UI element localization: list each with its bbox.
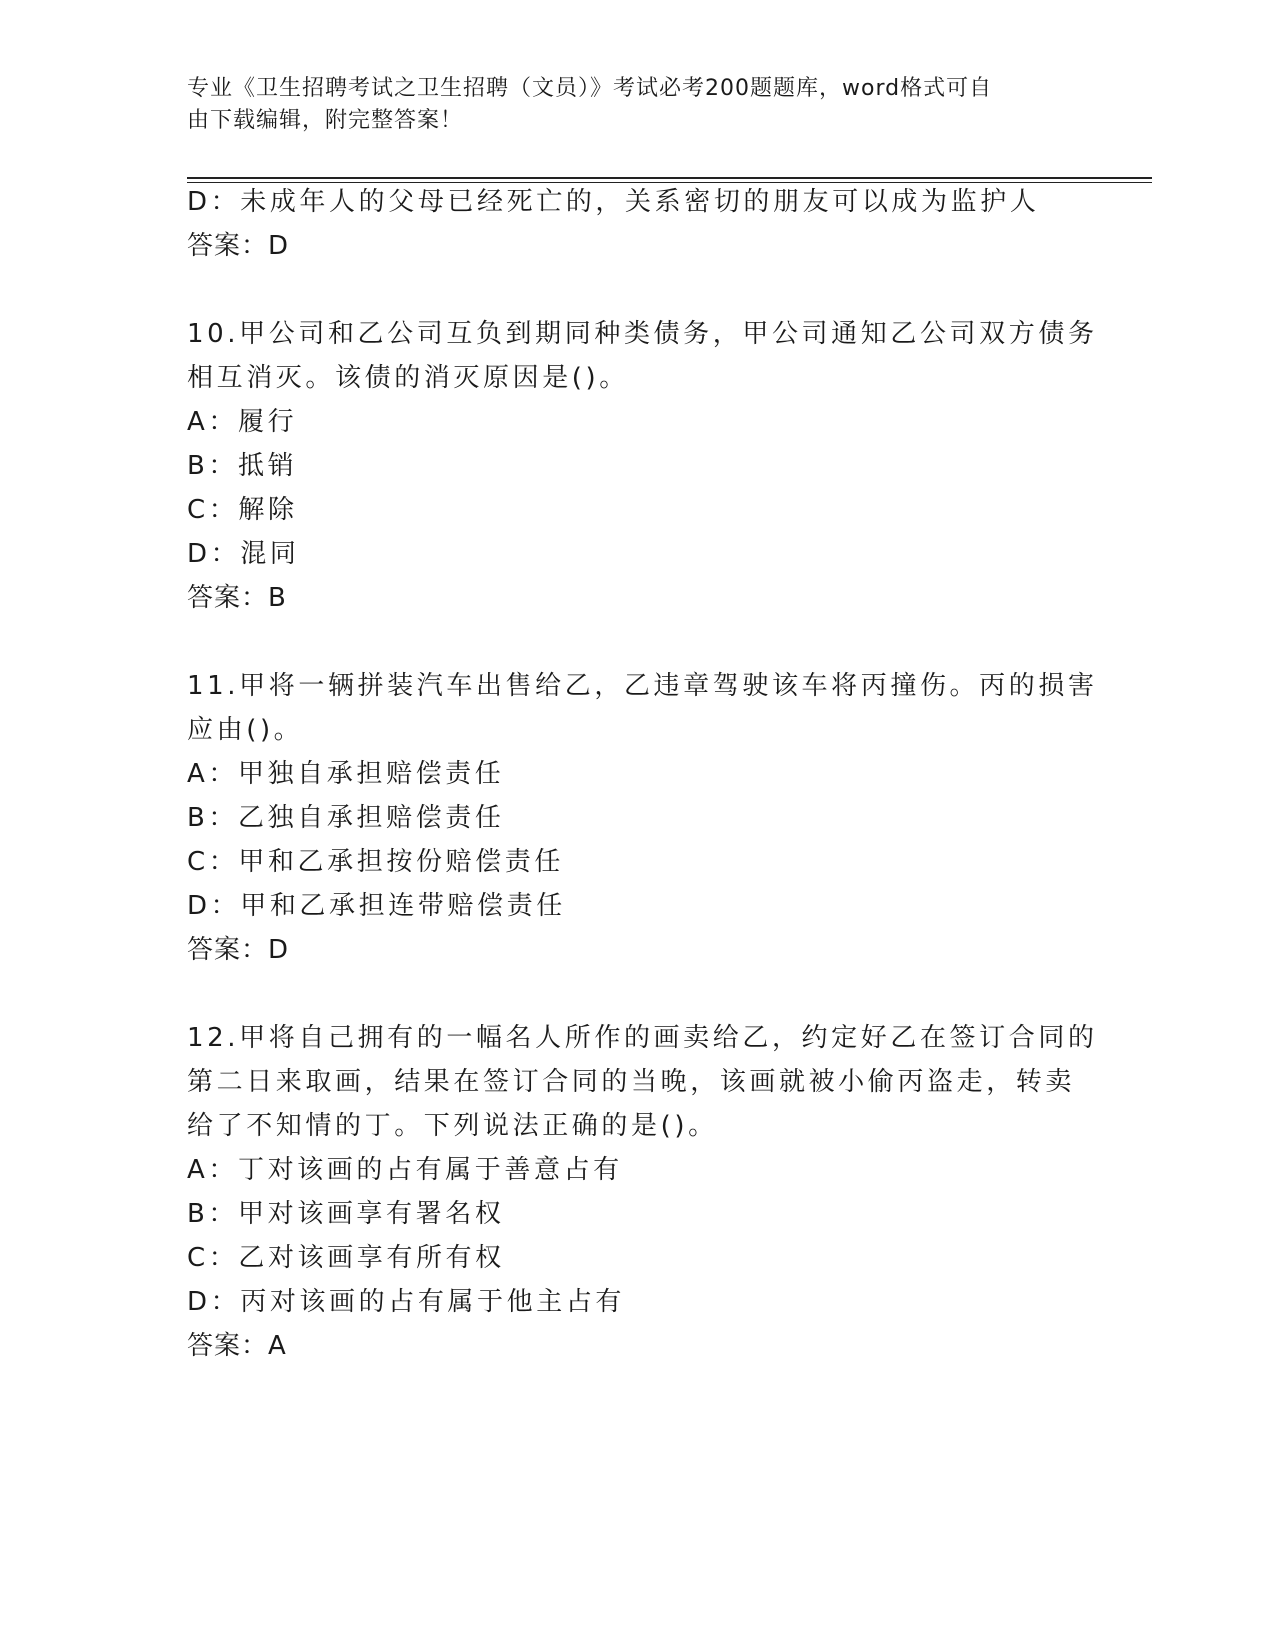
question-11-answer: 答案：D — [187, 935, 290, 965]
answer: 答案：D — [187, 231, 290, 261]
question-11-stem-line-2: 应由()。 — [187, 715, 304, 745]
header-line-2: 由下载编辑，附完整答案！ — [187, 108, 464, 133]
question-10-stem-line-2: 相互消灭。该债的消灭原因是()。 — [187, 363, 629, 393]
question-10-option-b: B：抵销 — [187, 451, 298, 481]
question-11-option-c: C：甲和乙承担按份赔偿责任 — [187, 847, 564, 877]
question-12-option-a: A：丁对该画的占有属于善意占有 — [187, 1155, 623, 1185]
question-10-answer: 答案：B — [187, 583, 287, 613]
question-12-answer: 答案：A — [187, 1331, 287, 1361]
document-header — [187, 73, 1067, 137]
question-10-option-c: C：解除 — [187, 495, 298, 525]
header-line-1: 专业《卫生招聘考试之卫生招聘（文员）》考试必考200题题库，word格式可自 — [187, 76, 993, 101]
question-11-option-a: A：甲独自承担赔偿责任 — [187, 759, 505, 789]
header-rule-thin — [187, 182, 1152, 183]
question-12-option-c: C：乙对该画享有所有权 — [187, 1243, 505, 1273]
question-10-option-d: D：混同 — [187, 539, 300, 569]
question-12-stem-line-1: 12.甲将自己拥有的一幅名人所作的画卖给乙，约定好乙在签订合同的 — [187, 1023, 1098, 1053]
question-12-option-b: B：甲对该画享有署名权 — [187, 1199, 505, 1229]
question-10-stem-line-1: 10.甲公司和乙公司互负到期同种类债务，甲公司通知乙公司双方债务 — [187, 319, 1098, 349]
question-12-stem-line-3: 给了不知情的丁。下列说法正确的是()。 — [187, 1111, 718, 1141]
option-d: D：未成年人的父母已经死亡的，关系密切的朋友可以成为监护人 — [187, 187, 1040, 217]
question-11-stem-line-1: 11.甲将一辆拼装汽车出售给乙，乙违章驾驶该车将丙撞伤。丙的损害 — [187, 671, 1098, 701]
question-12-stem-line-2: 第二日来取画，结果在签订合同的当晚，该画就被小偷丙盗走，转卖 — [187, 1067, 1076, 1097]
header-rule-thick — [187, 177, 1152, 179]
question-11-option-b: B：乙独自承担赔偿责任 — [187, 803, 505, 833]
question-12-option-d: D：丙对该画的占有属于他主占有 — [187, 1287, 626, 1317]
question-11-option-d: D：甲和乙承担连带赔偿责任 — [187, 891, 566, 921]
question-10-option-a: A：履行 — [187, 407, 298, 437]
